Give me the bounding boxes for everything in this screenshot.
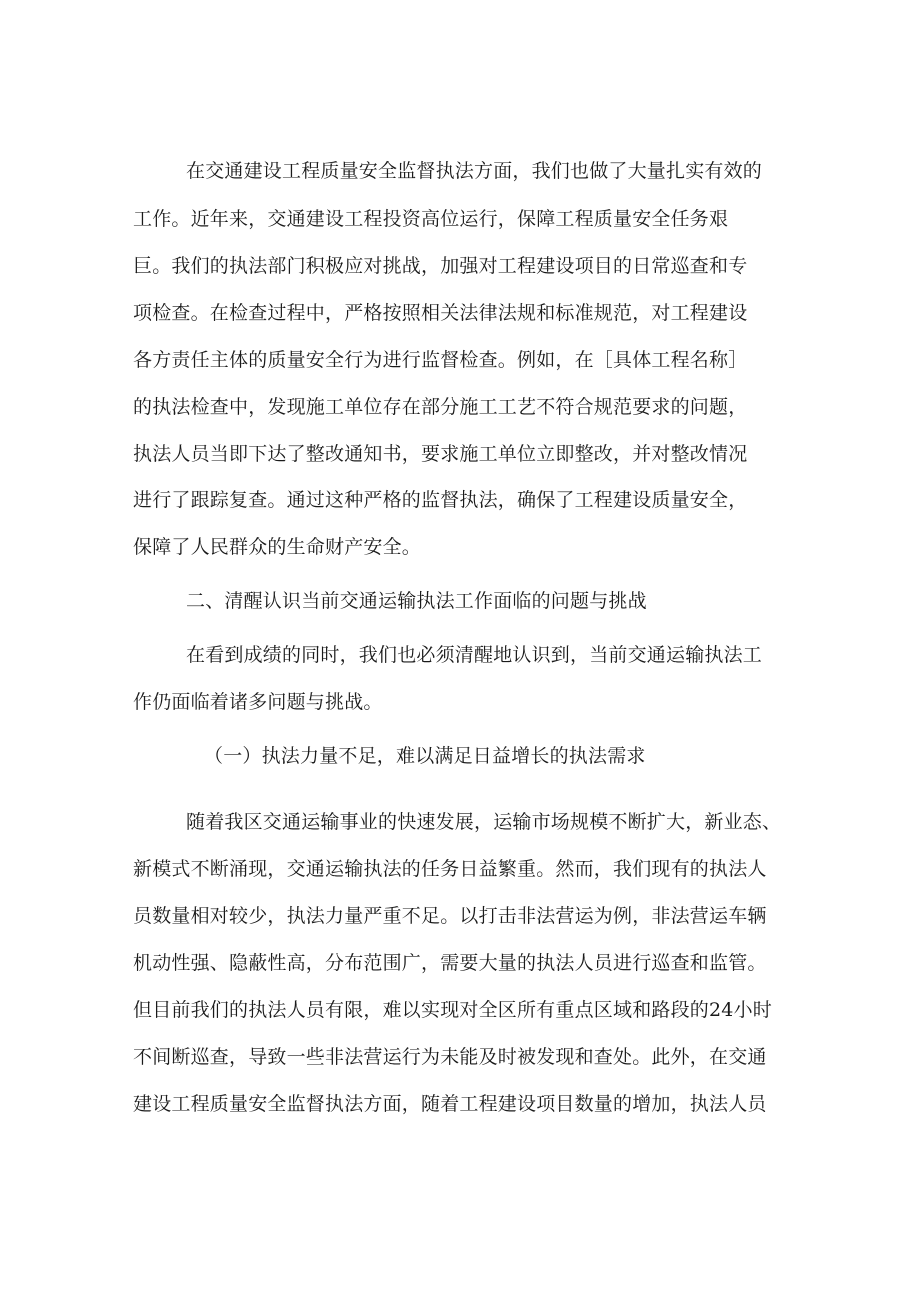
paragraph-line: 但目前我们的执法人员有限，难以实现对全区所有重点区域和路段的24小时 — [133, 999, 772, 1021]
paragraph-line: 各方责任主体的质量安全行为进行监督检查。例如，在［具体工程名称］ — [133, 349, 748, 371]
paragraph-line: 保障了人民群众的生命财产安全。 — [133, 536, 422, 558]
section-heading: 二、清醒认识当前交通运输执法工作面临的问题与挑战 — [186, 590, 647, 612]
paragraph-line: 机动性强、隐蔽性高，分布范围广，需要大量的执法人员进行巡查和监管。 — [133, 952, 767, 974]
paragraph-line: 执法人员当即下达了整改通知书，要求施工单位立即整改，并对整改情况 — [133, 443, 748, 465]
paragraph-line: 不间断巡查，导致一些非法营运行为未能及时被发现和查处。此外，在交通 — [133, 1046, 767, 1068]
paragraph-line: 随着我区交通运输事业的快速发展，运输市场规模不断扩大，新业态、 — [186, 811, 782, 833]
paragraph-line: 工作。近年来，交通建设工程投资高位运行，保障工程质量安全任务艰 — [133, 208, 729, 230]
paragraph-line: 巨。我们的执法部门积极应对挑战，加强对工程建设项目的日常巡查和专 — [133, 255, 748, 277]
paragraph-line: 员数量相对较少，执法力量严重不足。以打击非法营运为例，非法营运车辆 — [133, 905, 767, 927]
paragraph-line: 在交通建设工程质量安全监督执法方面，我们也做了大量扎实有效的 — [186, 160, 763, 182]
paragraph-line: 在看到成绩的同时，我们也必须清醒地认识到，当前交通运输执法工 — [186, 644, 763, 666]
paragraph-line: 作仍面临着诸多问题与挑战。 — [133, 691, 383, 713]
paragraph-line: 新模式不断涌现，交通运输执法的任务日益繁重。然而，我们现有的执法人 — [133, 858, 767, 880]
subsection-heading: （一）执法力量不足，难以满足日益增长的执法需求 — [204, 745, 646, 767]
paragraph-line: 的执法检查中，发现施工单位存在部分施工工艺不符合规范要求的问题， — [133, 396, 748, 418]
paragraph-line: 进行了跟踪复查。通过这种严格的监督执法，确保了工程建设质量安全， — [133, 489, 748, 511]
paragraph-line: 项检查。在检查过程中，严格按照相关法律法规和标准规范，对工程建设 — [133, 302, 748, 324]
paragraph-line: 建设工程质量安全监督执法方面，随着工程建设项目数量的增加，执法人员 — [133, 1093, 767, 1115]
